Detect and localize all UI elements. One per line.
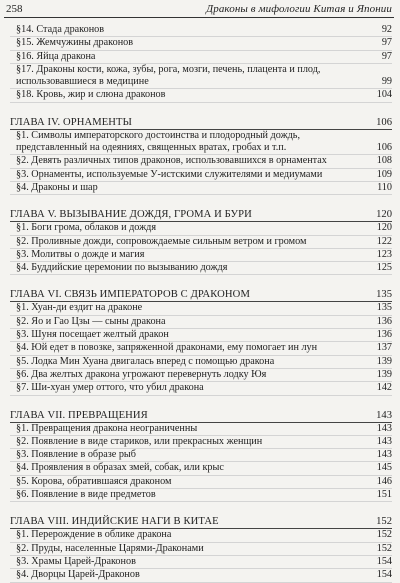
- toc-entry-title: §6. Два желтых дракона угрожают перевернуть лодку Юя: [16, 368, 267, 380]
- toc-entry-page: 110: [377, 181, 392, 193]
- toc-entry-page: 120: [376, 222, 392, 234]
- chapter-title: ГЛАВА VI. СВЯЗЬ ИМПЕРАТОРОВ С ДРАКОНОМ: [10, 289, 250, 301]
- chapter-title: ГЛАВА VIII. ИНДИЙСКИЕ НАГИ В КИТАЕ: [10, 516, 219, 528]
- toc-entry-page: 143: [376, 422, 392, 434]
- toc-entry: [10, 182, 392, 195]
- chapter-title: ГЛАВА V. ВЫЗЫВАНИЕ ДОЖДЯ, ГРОМА И БУРИ: [10, 209, 252, 221]
- toc-entry-title: §2. Девять различных типов драконов, использовавшихся в орнаментах: [16, 155, 327, 167]
- toc-entry: [10, 302, 392, 315]
- running-title: Драконы в мифологии Китая и Японии: [206, 3, 392, 15]
- toc-entry-title: §16. Яйца дракона: [16, 50, 96, 62]
- toc-entry-page: 135: [376, 302, 392, 314]
- toc-entry: [10, 569, 392, 582]
- toc-entry: [10, 222, 392, 235]
- toc-entry-page: 136: [376, 329, 392, 341]
- toc-entry: [10, 369, 392, 382]
- toc-entry-title: §6. Появление в виде предметов: [16, 489, 156, 501]
- toc-entry-page: 137: [376, 342, 392, 354]
- toc-entry-title: §4. Дворцы Царей-Драконов: [16, 569, 140, 581]
- toc-entry-title: §14. Стада драконов: [16, 24, 105, 35]
- toc-entry-title: §1. Символы императорского достоинства и плодородный дождь, представленный на одеяниях, священных вратах, гробах и т.п.: [16, 129, 300, 154]
- toc-entry-title: §2. Появление в виде стариков, или прекрасных женщин: [16, 435, 263, 447]
- chapter-heading: [10, 409, 392, 423]
- chapter-title: ГЛАВА IV. ОРНАМЕНТЫ: [10, 116, 132, 128]
- chapter-section: [10, 515, 392, 582]
- page-header: [6, 2, 392, 16]
- toc-entry-title: §3. Храмы Царей-Драконов: [16, 555, 136, 567]
- chapter-section: [10, 116, 392, 195]
- toc-entry-title: §2. Проливные дожди, сопровождаемые сильным ветром и громом: [16, 235, 307, 247]
- toc-entry: [10, 556, 392, 569]
- toc-entry: [10, 476, 392, 489]
- toc-entry-page: 106: [376, 142, 392, 154]
- toc-entry-title: §3. Появление в образе рыб: [16, 449, 136, 461]
- toc-entry-title: §3. Молитвы о дожде и магия: [16, 248, 145, 260]
- toc-entry-page: 104: [376, 89, 392, 101]
- chapter-section: [10, 409, 392, 503]
- chapter-page: 143: [376, 409, 392, 421]
- toc-entry-title: §4. Проявления в образах змей, собак, или крыс: [16, 462, 224, 474]
- toc-entry: [10, 51, 392, 64]
- toc-entry-title: §4. Драконы и шар: [16, 181, 98, 193]
- toc-entry-page: 146: [376, 475, 392, 487]
- toc-entry: [10, 316, 392, 329]
- chapter-heading: [10, 208, 392, 222]
- chapter-page: 152: [376, 516, 392, 528]
- toc-entry-page: 139: [376, 355, 392, 367]
- toc-entry: [10, 262, 392, 275]
- toc-entry: [10, 329, 392, 342]
- toc-entry-page: 97: [381, 50, 392, 62]
- page-number: 258: [6, 3, 23, 15]
- toc-entry-page: 154: [376, 555, 392, 567]
- toc-entry-page: 142: [376, 382, 392, 394]
- toc-entry-page: 92: [381, 24, 392, 35]
- toc-entry: [10, 37, 392, 50]
- toc-entry: [10, 436, 392, 449]
- toc-entry-title: §17. Драконы кости, кожа, зубы, рога, мозги, печень, плацента и плод, использовавшиеся в медицине: [16, 63, 321, 88]
- toc-entry: [10, 24, 392, 37]
- toc-entry: [10, 89, 392, 102]
- toc-entry: [10, 449, 392, 462]
- chapter-page: 120: [376, 209, 392, 221]
- toc-entry-title: §4. Юй едет в повозке, запряженной драконами, ему помогает ин лун: [16, 342, 318, 354]
- toc-entry-title: §1. Перерождение в облике дракона: [16, 529, 172, 541]
- toc-entry: [10, 489, 392, 502]
- toc-entry-page: 123: [376, 248, 392, 260]
- chapter-section: [10, 208, 392, 275]
- toc-entry: [10, 249, 392, 262]
- toc-entry: [10, 130, 392, 156]
- toc-entry-page: 152: [376, 542, 392, 554]
- toc-entry-title: §1. Хуан-ди ездит на драконе: [16, 302, 143, 314]
- toc-entry: [10, 423, 392, 436]
- toc-entry: [10, 169, 392, 182]
- chapter-page: 135: [376, 289, 392, 301]
- toc-entry: [10, 543, 392, 556]
- intro-section: [10, 24, 392, 103]
- toc-entry-page: 154: [376, 569, 392, 581]
- toc-entry-page: 136: [376, 315, 392, 327]
- toc-entry: [10, 462, 392, 475]
- toc-entry-page: 151: [376, 489, 392, 501]
- toc-entry-title: §4. Буддийские церемонии по вызыванию дождя: [16, 262, 228, 274]
- toc-entry-title: §15. Жемчужины драконов: [16, 37, 134, 49]
- toc-entry: [10, 155, 392, 168]
- toc-entry-title: §1. Боги грома, облаков и дождя: [16, 222, 157, 234]
- chapter-heading: [10, 116, 392, 130]
- toc-entry-title: §18. Кровь, жир и слюна драконов: [16, 89, 166, 101]
- chapter-heading: [10, 288, 392, 302]
- toc-entry-title: §7. Ши-хуан умер оттого, что убил дракона: [16, 382, 204, 394]
- toc-entry-page: 145: [376, 462, 392, 474]
- chapter-page: 106: [376, 116, 392, 128]
- toc-entry-page: 143: [376, 449, 392, 461]
- toc-entry: [10, 356, 392, 369]
- toc-entry-title: §2. Пруды, населенные Царями-Драконами: [16, 542, 204, 554]
- toc-entry-page: 122: [376, 235, 392, 247]
- toc-entry-title: §2. Яо и Гао Цзы — сыны дракона: [16, 315, 166, 327]
- table-of-contents: [10, 24, 392, 583]
- toc-entry-page: 97: [381, 37, 392, 49]
- toc-entry-page: 139: [376, 368, 392, 380]
- toc-entry-page: 99: [381, 76, 392, 88]
- chapter-title: ГЛАВА VII. ПРЕВРАЩЕНИЯ: [10, 409, 148, 421]
- toc-entry: [10, 342, 392, 355]
- toc-entry-page: 125: [376, 262, 392, 274]
- header-rule: [4, 17, 394, 18]
- chapter-heading: [10, 515, 392, 529]
- toc-entry-title: §3. Орнаменты, используемые У-истскими служителями и медиумами: [16, 168, 323, 180]
- toc-entry-page: 108: [376, 155, 392, 167]
- toc-entry-title: §5. Лодка Мин Хуана двигалась вперед с помощью дракона: [16, 355, 275, 367]
- toc-entry: [10, 382, 392, 395]
- toc-entry-title: §1. Превращения дракона неограниченны: [16, 422, 198, 434]
- toc-entry-title: §5. Корова, обратившаяся драконом: [16, 475, 172, 487]
- toc-entry-page: 109: [376, 168, 392, 180]
- toc-entry-page: 152: [376, 529, 392, 541]
- toc-entry: [10, 236, 392, 249]
- toc-entry: [10, 64, 392, 90]
- chapter-section: [10, 288, 392, 395]
- toc-entry: [10, 529, 392, 542]
- toc-entry-page: 143: [376, 435, 392, 447]
- toc-entry-title: §3. Шуня посещает желтый дракон: [16, 329, 169, 341]
